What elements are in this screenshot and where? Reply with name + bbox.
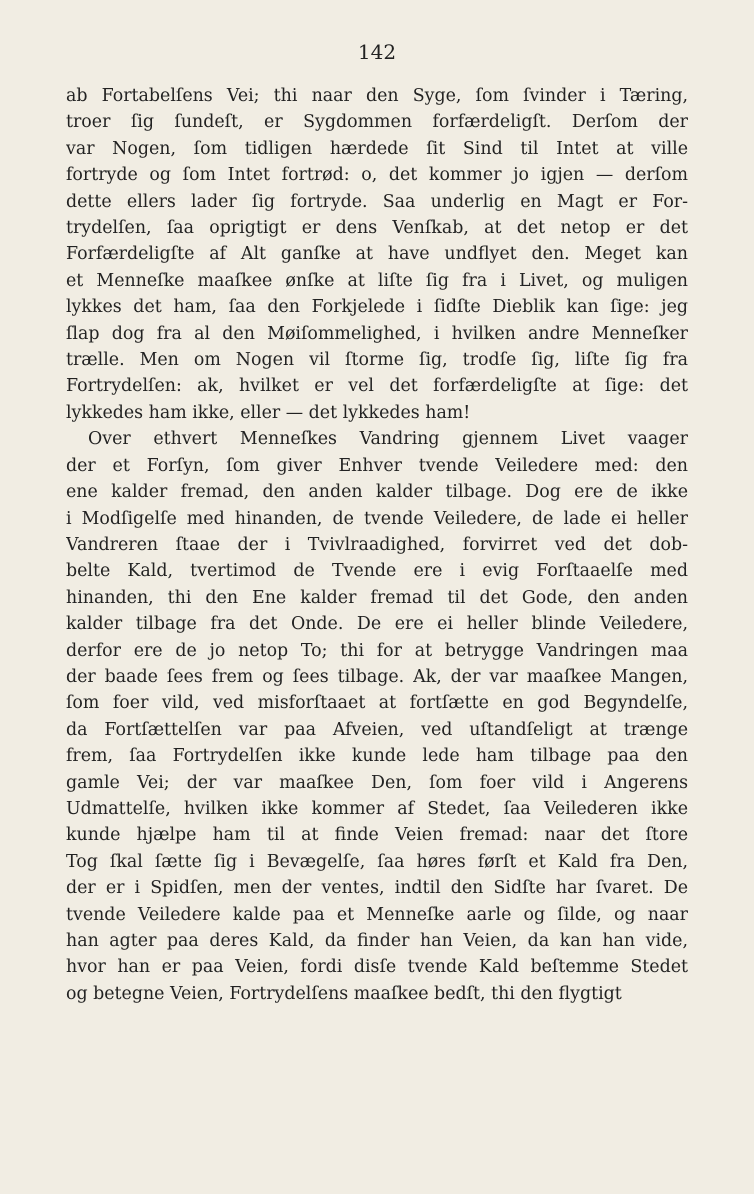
text-line: i Modſigelſe med hinanden, de tvende Veiledere, de lade ei heller — [66, 508, 688, 529]
text-line: Forfærdeligſte af Alt ganſke at have undflyet den. Meget kan — [66, 244, 688, 265]
paragraph-2 — [66, 426, 688, 1007]
text-line: han agter paa deres Kald, da finder han Veien, da kan han vide, — [66, 931, 688, 951]
page-number: 142 — [357, 40, 397, 64]
text-line: der baade ſees frem og ſees tilbage. Ak, der var maaſkee Mangen, — [66, 666, 688, 687]
text-line: belte Kald, tvertimod de Tvende ere i evig Forſtaaelſe med — [66, 561, 688, 582]
text-line: derfor ere de jo netop To; thi for at betrygge Vandringen maa — [66, 640, 688, 661]
text-line: var Nogen, ſom tidligen hærdede ſit Sind til Intet at ville — [66, 138, 688, 159]
page-text — [66, 83, 688, 1007]
text-line: et Menneſke maaſkee ønſke at liſte ſig fra i Livet, og muligen — [66, 270, 688, 291]
text-line: Fortrydelſen: ak, hvilket er vel det forfærdeligſte at ſige: det — [66, 376, 688, 397]
text-line: kunde hjælpe ham til at finde Veien fremad: naar det ſtore — [66, 825, 688, 846]
text-line: lykkes det ham, ſaa den Forkjelede i ſidſte Dieblik kan ſige: jeg — [66, 297, 688, 318]
text-line: lykkedes ham ikke, eller — det lykkedes ham! — [66, 402, 471, 423]
text-line: Over ethvert Menneſkes Vandring gjennem Livet vaager — [88, 429, 688, 450]
text-line: ab Fortabelſens Vei; thi naar den Syge, ſom ſvinder i Tæring, — [66, 86, 688, 106]
text-line: der er i Spidſen, men der ventes, indtil den Sidſte har ſvaret. De — [66, 878, 688, 899]
text-line: troer ſig ſundeſt, er Sygdommen forfærdeligſt. Derſom der — [66, 112, 688, 133]
text-line: kalder tilbage fra det Onde. De ere ei heller blinde Veiledere, — [66, 614, 688, 635]
text-line: trydelſen, ſaa oprigtigt er dens Venſkab, at det netop er det — [66, 218, 688, 239]
text-line: ſom foer vild, ved misforſtaaet at fortſætte en god Begyndelſe, — [66, 693, 688, 714]
text-line: gamle Vei; der var maaſkee Den, ſom foer vild i Angerens — [66, 772, 688, 793]
text-line: Tog ſkal ſætte ſig i Bevægelſe, ſaa høres førſt et Kald fra Den, — [66, 851, 688, 872]
text-line: da Fortſættelſen var paa Afveien, ved uſtandſeligt at trænge — [66, 719, 688, 740]
text-line: hvor han er paa Veien, fordi disſe tvende Kald beſtemme Stedet — [66, 957, 688, 978]
text-line: der et Forſyn, ſom giver Enhver tvende Veiledere med: den — [66, 455, 688, 476]
text-line: hinanden, thi den Ene kalder fremad til det Gode, den anden — [66, 587, 688, 608]
text-line: tvende Veiledere kalde paa et Menneſke aarle og ſilde, og naar — [66, 904, 688, 925]
text-line: dette ellers lader ſig fortryde. Saa underlig en Magt er For- — [66, 191, 688, 212]
text-line: Udmattelſe, hvilken ikke kommer af Stedet, ſaa Veilederen ikke — [66, 798, 688, 819]
text-line: fortryde og ſom Intet fortrød: o, det kommer jo igjen — derſom — [66, 165, 688, 186]
paragraph-1 — [66, 83, 688, 426]
text-line: Vandreren ſtaae der i Tvivlraadighed, forvirret ved det dob- — [66, 534, 688, 555]
text-line: trælle. Men om Nogen vil ſtorme ſig, trodſe ſig, liſte ſig fra — [66, 350, 688, 371]
text-line: ſlap dog fra al den Møiſommelighed, i hvilken andre Menneſker — [66, 323, 688, 344]
text-line: og betegne Veien, Fortrydelſens maaſkee bedſt, thi den flygtigt — [66, 983, 622, 1004]
text-line: frem, ſaa Fortrydelſen ikke kunde lede ham tilbage paa den — [66, 746, 688, 767]
text-line: ene kalder fremad, den anden kalder tilbage. Dog ere de ikke — [66, 482, 688, 503]
